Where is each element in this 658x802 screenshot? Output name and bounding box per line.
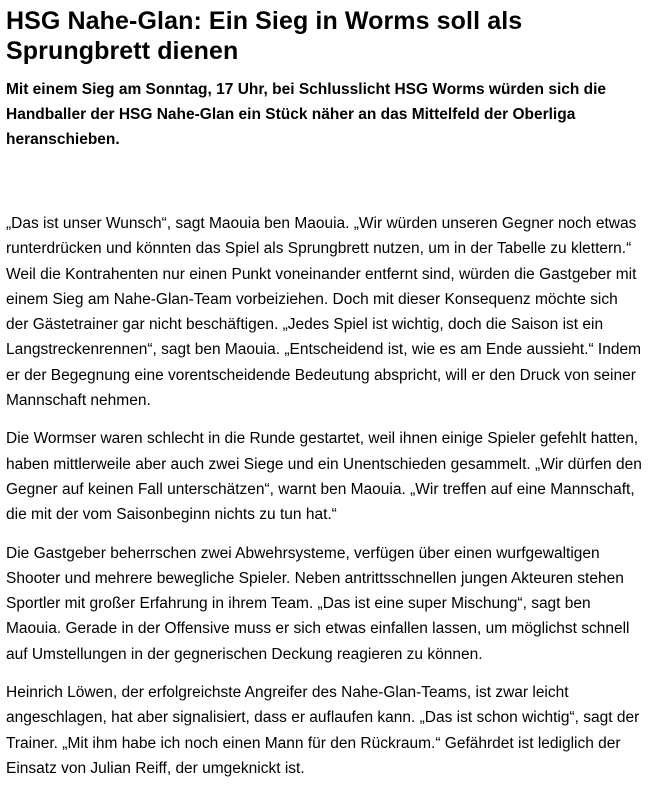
article-paragraph: Die Wormser waren schlecht in die Runde gestartet, weil ihnen einige Spieler gefehlt hatten, haben mittlerweile aber auch zwei Siege und ein Unentschieden gesammelt. „Wir dürfen den Gegner auf keinen Fall unterschätzen“, warnt ben Maouia. „Wir treffen auf eine Mannschaft, die mit der vom Saisonbeginn nichts zu tun hat.“ [6,430,642,524]
article-headline: HSG Nahe-Glan: Ein Sieg in Worms soll als Sprungbrett dienen [6,7,523,65]
article-paragraph: Heinrich Löwen, der erfolgreichste Angreifer des Nahe-Glan-Teams, ist zwar leicht angeschlagen, hat aber signalisiert, dass er auflaufen kann. „Das ist schon wichtig“, sagt der Trainer. „Mit ihm habe ich noch einen Mann für den Rückraum.“ Gefährdet ist lediglich der Einsatz von Julian Reiff, der umgeknickt ist. [6,684,640,777]
article-body [6,211,644,781]
article-paragraph: „Das ist unser Wunsch“, sagt Maouia ben Maouia. „Wir würden unseren Gegner noch etwas runterdrücken und könnten das Spiel als Sprungbrett nutzen, um in der Tabelle zu klettern.“ Weil die Kontrahenten nur einen Punkt voneinander entfernt sind, würden die Gastgeber mit einem Sieg am Nahe-Glan-Team vorbeiziehen. Doch mit dieser Konsequenz möchte sich der Gästetrainer gar nicht beschäftigen. „Jedes Spiel ist wichtig, doch die Saison ist ein Langstreckenrennen“, sagt ben Maouia. „Entscheidend ist, wie es am Ende aussieht.“ Indem er der Begegnung eine vorentscheidende Bedeutung abspricht, will er den Druck von seiner Mannschaft nehmen. [6,215,642,410]
article-lead: Mit einem Sieg am Sonntag, 17 Uhr, bei Schlusslicht HSG Worms würden sich die Handballer der HSG Nahe-Glan ein Stück näher an das Mittelfeld der Oberliga heranschieben. [6,81,607,148]
article-paragraph: Die Gastgeber beherrschen zwei Abwehrsysteme, verfügen über einen wurfgewaltigen Shooter und mehrere bewegliche Spieler. Neben antrittsschnellen jungen Akteuren stehen Sportler mit großer Erfahrung in ihrem Team. „Das ist eine super Mischung“, sagt ben Maouia. Gerade in der Offensive muss er sich etwas einfallen lassen, um möglichst schnell auf Umstellungen in der gegnerischen Deckung reagieren zu können. [6,544,630,663]
